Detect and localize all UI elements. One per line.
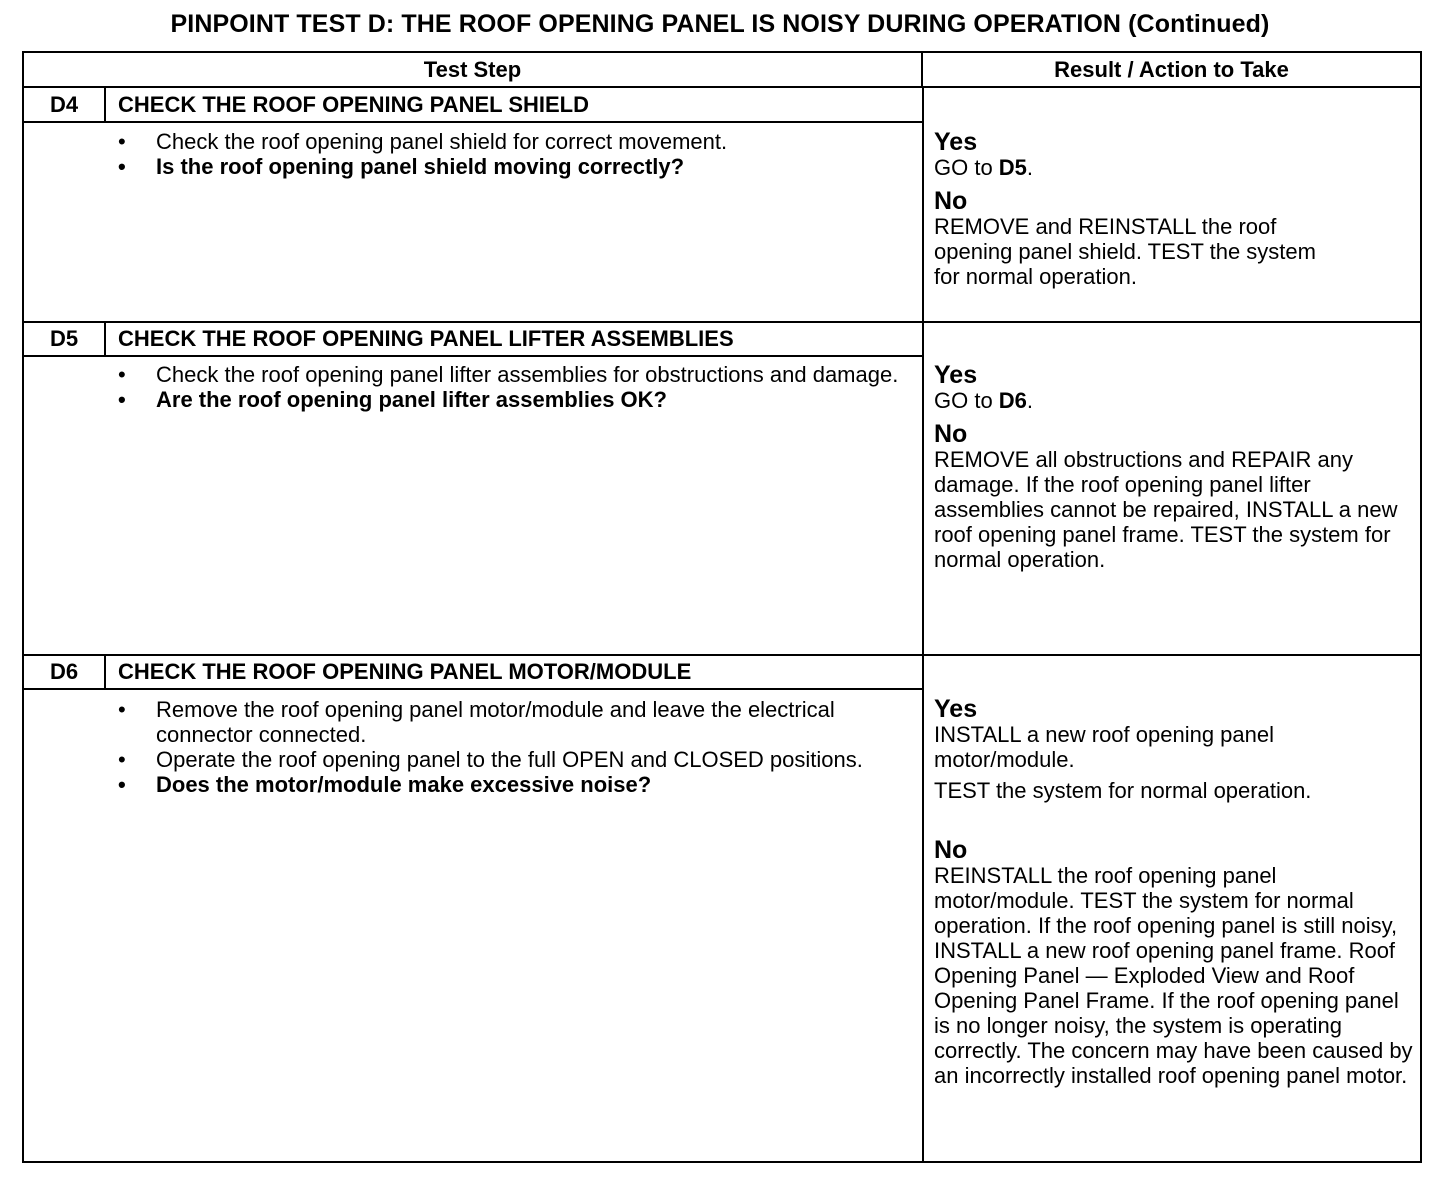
yes-label: Yes [934,128,978,156]
no-action: REMOVE and REINSTALL the roof opening panel shield. TEST the system for normal operation. [934,214,1316,289]
step-id: D5 [24,322,106,355]
no-label: No [934,187,968,215]
step-header [24,322,922,357]
pinpoint-test-table [22,51,1422,1163]
bullet-question: • Are the roof opening panel lifter assemblies OK? [118,387,667,412]
no-label: No [934,836,968,864]
bullet-question: • Is the roof opening panel shield moving correctly? [118,154,685,179]
yes-label: Yes [934,361,978,389]
step-header [24,655,922,690]
bullet-item: • Check the roof opening panel lifter assemblies for obstructions and damage. [118,362,899,387]
step-id: D6 [24,655,106,688]
step-bullets [114,362,904,412]
no-action: REINSTALL the roof opening panel motor/module. TEST the system for normal operation. If the roof opening panel is still noisy, INSTALL a new roof opening panel frame. Roof Opening Panel — Exploded View and Roof Opening Panel Frame. If the roof opening panel is no longer noisy, the system is operating correctly. The concern may have been caused by an incorrectly installed roof opening panel motor. [934,863,1413,1088]
step-bullets [114,129,904,179]
step-title: CHECK THE ROOF OPENING PANEL MOTOR/MODULE [118,659,692,684]
step-header [24,88,922,123]
yes-action: GO to D5. [934,155,1034,180]
step-bullets [114,697,904,797]
column-divider [922,88,924,1161]
bullet-item: • Operate the roof opening panel to the full OPEN and CLOSED positions. [118,747,863,772]
result-d5 [934,356,1419,572]
yes-action-test: TEST the system for normal operation. [934,778,1312,803]
step-id: D4 [24,88,106,121]
result-d6 [934,690,1419,1088]
bullet-item: • Check the roof opening panel shield for correct movement. [118,129,728,154]
yes-label: Yes [934,695,978,723]
test-step-header: Test Step [24,53,923,88]
yes-action: INSTALL a new roof opening panel motor/module. [934,722,1275,772]
result-header: Result / Action to Take [923,53,1420,88]
yes-action: GO to D6. [934,388,1034,413]
result-d4 [934,123,1419,289]
no-label: No [934,420,968,448]
no-action: REMOVE all obstructions and REPAIR any damage. If the roof opening panel lifter assemblies cannot be repaired, INSTALL a new roof opening panel frame. TEST the system for normal operation. [934,447,1398,572]
bullet-item: • Remove the roof opening panel motor/module and leave the electrical connector connected. [118,697,835,747]
step-title: CHECK THE ROOF OPENING PANEL SHIELD [118,92,590,117]
page-title: PINPOINT TEST D: THE ROOF OPENING PANEL IS NOISY DURING OPERATION (Continued) [170,10,1270,38]
step-title: CHECK THE ROOF OPENING PANEL LIFTER ASSEMBLIES [118,326,734,351]
bullet-question: • Does the motor/module make excessive noise? [118,772,652,797]
